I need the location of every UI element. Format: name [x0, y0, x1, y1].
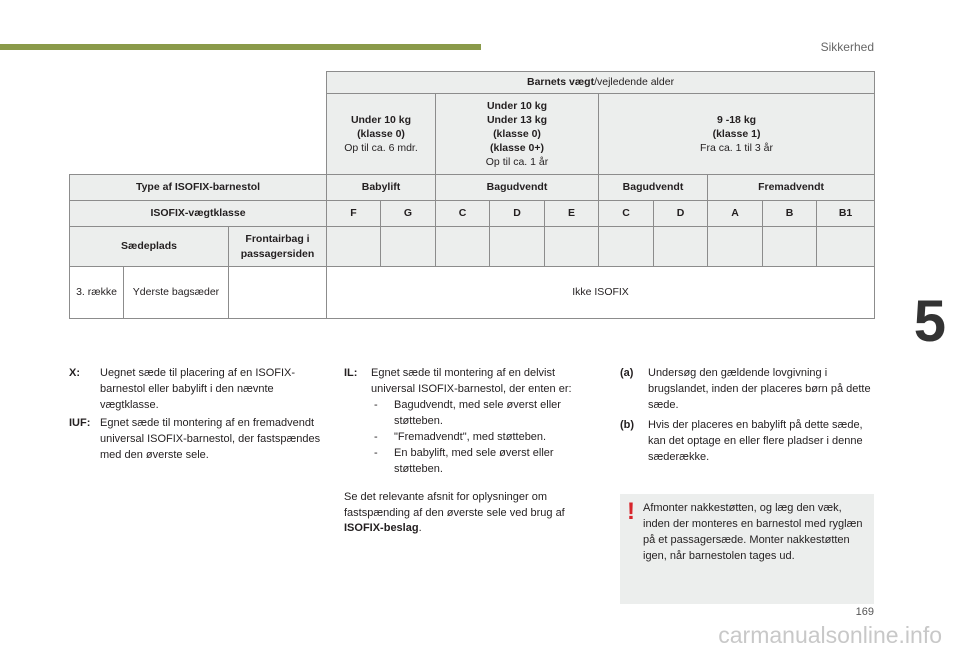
list-item: - En babylift, med sele øverst eller støtteben. [374, 446, 554, 475]
group-0-header: Under 10 kg (klasse 0) Op til ca. 6 mdr. [327, 94, 436, 175]
class-cell: B [763, 201, 817, 227]
group-0plus-header: Under 10 kg Under 13 kg (klasse 0) (klasse 0+) Op til ca. 1 år [436, 94, 599, 175]
type-forward-facing: Fremadvendt [708, 175, 875, 201]
class-cell: C [599, 201, 654, 227]
header-accent-bar [0, 44, 481, 50]
class-cell: C [436, 201, 490, 227]
notes-left [69, 366, 324, 464]
weight-header: Barnets vægt/vejledende alder [327, 72, 875, 94]
note-iuf-label: IUF: [69, 416, 91, 429]
class-cell: B1 [817, 201, 875, 227]
note-il-label: IL: [344, 367, 358, 379]
note-x-label: X: [69, 367, 80, 379]
see-also-text: Se det relevante afsnit for oplysninger om fastspænding af den øverste sele ved brug af ISOFIX-beslag. [344, 490, 565, 535]
list-item: - Bagudvendt, med sele øverst eller støtteben. [374, 398, 561, 427]
class-cell: G [381, 201, 436, 227]
type-rear-facing: Bagudvendt [599, 175, 708, 201]
notes-middle [344, 366, 600, 537]
class-cell: F [327, 201, 381, 227]
chapter-number: 5 [913, 289, 946, 354]
row-value: Ikke ISOFIX [327, 267, 875, 319]
class-cell: D [654, 201, 708, 227]
type-rear-facing: Bagudvendt [436, 175, 599, 201]
notes-right [620, 366, 874, 466]
watermark: carmanualsonline.info [718, 622, 942, 648]
note-il-text: Egnet sæde til montering af en delvist universal ISOFIX-barnestol, der enten er: [371, 367, 572, 395]
note-b-label: (b) [620, 418, 635, 431]
class-cell: A [708, 201, 763, 227]
airbag-label: Frontairbag i passagersiden [229, 227, 327, 267]
note-b-text: Hvis der placeres en babylift på dette sæde, kan det optage en eller flere pladser i denne sæderække. [648, 418, 863, 463]
class-cell: E [545, 201, 599, 227]
warning-box [620, 494, 874, 604]
row-label: 3. række [70, 267, 124, 319]
class-label: ISOFIX-vægtklasse [70, 201, 327, 227]
section-title: Sikkerhed [820, 40, 874, 54]
isofix-table [69, 71, 875, 319]
note-a-label: (a) [620, 367, 634, 379]
list-item: - "Fremadvendt", med støtteben. [374, 430, 547, 443]
warning-text: Afmonter nakkestøtten, og læg den væk, inden der monteres en barnestol med ryglæn på et passagersæde. Monter nakkestøtten igen, når barnestolen tages ud. [643, 502, 863, 562]
type-label: Type af ISOFIX-barnestol [70, 175, 327, 201]
warning-icon: ! [627, 498, 635, 525]
class-cell: D [490, 201, 545, 227]
type-babylift: Babylift [327, 175, 436, 201]
note-x-text: Uegnet sæde til placering af en ISOFIX-barnestol eller babylift i den nævnte vægtklasse. [100, 367, 296, 411]
row-seat-position: Yderste bagsæder [124, 267, 229, 319]
note-iuf-text: Egnet sæde til montering af en fremadvendt universal ISOFIX-barnestol, der fastspændes med den øverste sele. [100, 416, 321, 461]
note-a-text: Undersøg den gældende lovgivning i brugslandet, inden der placeres børn på dette sæde. [648, 367, 871, 411]
seat-label: Sædeplads [70, 227, 229, 267]
page-number: 169 [855, 606, 874, 618]
group-1-header: 9 -18 kg (klasse 1) Fra ca. 1 til 3 år [599, 94, 875, 175]
